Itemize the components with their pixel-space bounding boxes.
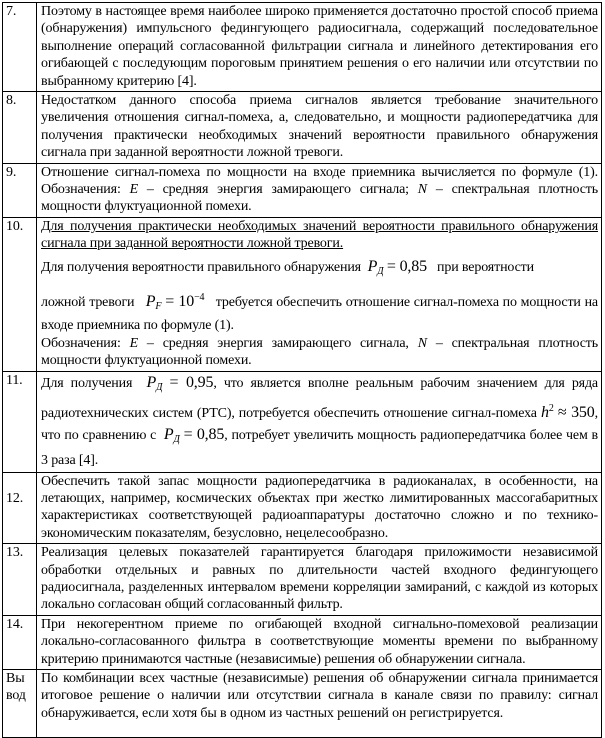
table-row bbox=[3, 669, 602, 737]
row-text bbox=[37, 92, 602, 164]
row-text bbox=[37, 472, 602, 544]
paragraph: Отношение сигнал-помеха по мощности на входе приемника вычисляется по формуле (1). Обозначения: E – средняя энергия замирающего сигнала; N – спектральная плотность мощности флуктуационной помехи. bbox=[41, 164, 598, 215]
paragraph: По комбинации всех частные (независимые) решения об обнаружении сигнала принимается итоговое решение о наличии или отсутствии сигнала в канале связи по правилу: сигнал обнаруживается, если хотя бы в одном из частных решений он регистрируется. bbox=[41, 670, 598, 721]
row-text bbox=[37, 615, 602, 669]
paragraph: Поэтому в настоящее время наиболее широко применяется достаточно простой способ приема (обнаружения) импульсного федингующего радиосигнала, содержащий последовательное выполнение операций согласованной фильтрации сигнала и линейного детектирования его огибающей с последующим пороговым принятием решения о его наличии или отсутствии по выбранному критерию [4]. bbox=[41, 4, 598, 89]
table-row bbox=[3, 544, 602, 616]
table-row bbox=[3, 371, 602, 472]
paragraph: Обозначения: E – средняя энергия замирающего сигнала, N – спектральная плотность мощности флуктуационной помехи. bbox=[41, 335, 599, 369]
row-text bbox=[37, 371, 602, 472]
document bbox=[2, 2, 602, 738]
row-text bbox=[37, 217, 602, 371]
table-row bbox=[3, 92, 602, 164]
paragraph: ложной тревоги $P_F = 10^{-4}$ требуется обеспечить отношение сигнал-помеха по мощности на входе приемника по формуле (1). bbox=[41, 291, 598, 333]
row-number: 8. bbox=[3, 92, 37, 164]
row-number: 9. bbox=[3, 163, 37, 217]
paragraph: Недостатком данного способа приема сигналов является требование значительного увеличения отношения сигнал-помеха, а, следовательно, и мощности радиопередатчика для получения практически необходимых значений вероятности правильного обнаружения сигнала при заданной вероятности ложной тревоги. bbox=[41, 93, 598, 161]
row-number: Вывод bbox=[3, 669, 37, 737]
paragraph: При некогерентном приеме по огибающей входной сигнально-помеховой реализации локально-согласованного фильтра в соответствующие моменты времени по выбранному критерию принимаются частные (независимые) решения об обнаружении сигнала. bbox=[41, 616, 598, 667]
paragraph: Для получения практически необходимых значений вероятности правильного обнаружения сигнала при заданной вероятности ложной тревоги. bbox=[41, 218, 598, 252]
slides-text-table bbox=[2, 2, 602, 738]
row-number: 10. bbox=[3, 217, 37, 371]
symbol-e: E bbox=[129, 182, 138, 198]
paragraph: Для получения вероятности правильного обнаружения $P_Д = 0,85$ при вероятности bbox=[41, 257, 534, 277]
paragraph: Для получения $P_Д = 0,95$, что является вполне реальным рабочим значением для ряда радиотехнических систем (РТС), потребуется обеспечить отношение сигнал-помеха $h^2 \approx 350$, что по сравнению с $P_Д = 0,85$, потребует увеличить мощность радиопередатчика более чем в 3 раза [4]. bbox=[41, 373, 599, 468]
symbol-n: N bbox=[417, 182, 427, 198]
row-text bbox=[37, 163, 602, 217]
row-number: 11. bbox=[3, 371, 37, 472]
table-row bbox=[3, 3, 602, 92]
row-text bbox=[37, 544, 602, 616]
formula-h2: $h^2 \approx 350$ bbox=[541, 402, 595, 421]
row-text bbox=[37, 3, 602, 92]
row-text bbox=[37, 669, 602, 737]
paragraph: Реализация целевых показателей гарантируется благодаря приложимости независимой обработки отдельных и равных по длительности частей входного федингующего радиосигнала, разделенных интервалом времени корреляции замираний, с каждой из которых локально согласован общий согласованный фильтр. bbox=[41, 545, 598, 613]
table-row bbox=[3, 163, 602, 217]
row-number: 13. bbox=[3, 544, 37, 616]
table-row bbox=[3, 217, 602, 371]
table-row bbox=[3, 615, 602, 669]
table-row bbox=[3, 472, 602, 544]
formula-pd: $P_Д = 0,95$ bbox=[146, 373, 214, 393]
row-number: 12. bbox=[3, 472, 37, 544]
row-number: 14. bbox=[3, 615, 37, 669]
row-number: 7. bbox=[3, 3, 37, 92]
formula-pf: $P_F = 10^{-4}$ bbox=[145, 291, 205, 312]
paragraph: Обеспечить такой запас мощности радиопередатчика в радиоканалах, в особенности, на летающих, например, космических объектах при жестко лимитированных массогабаритных характеристиках соответствующей радиоаппаратуры достаточно сложно и по технико-экономическим показателям, безусловно, нецелесообразно. bbox=[41, 473, 598, 541]
formula-pd: $P_Д = 0,85$ bbox=[367, 257, 427, 277]
formula-pd: $P_Д = 0,85$ bbox=[163, 425, 225, 445]
